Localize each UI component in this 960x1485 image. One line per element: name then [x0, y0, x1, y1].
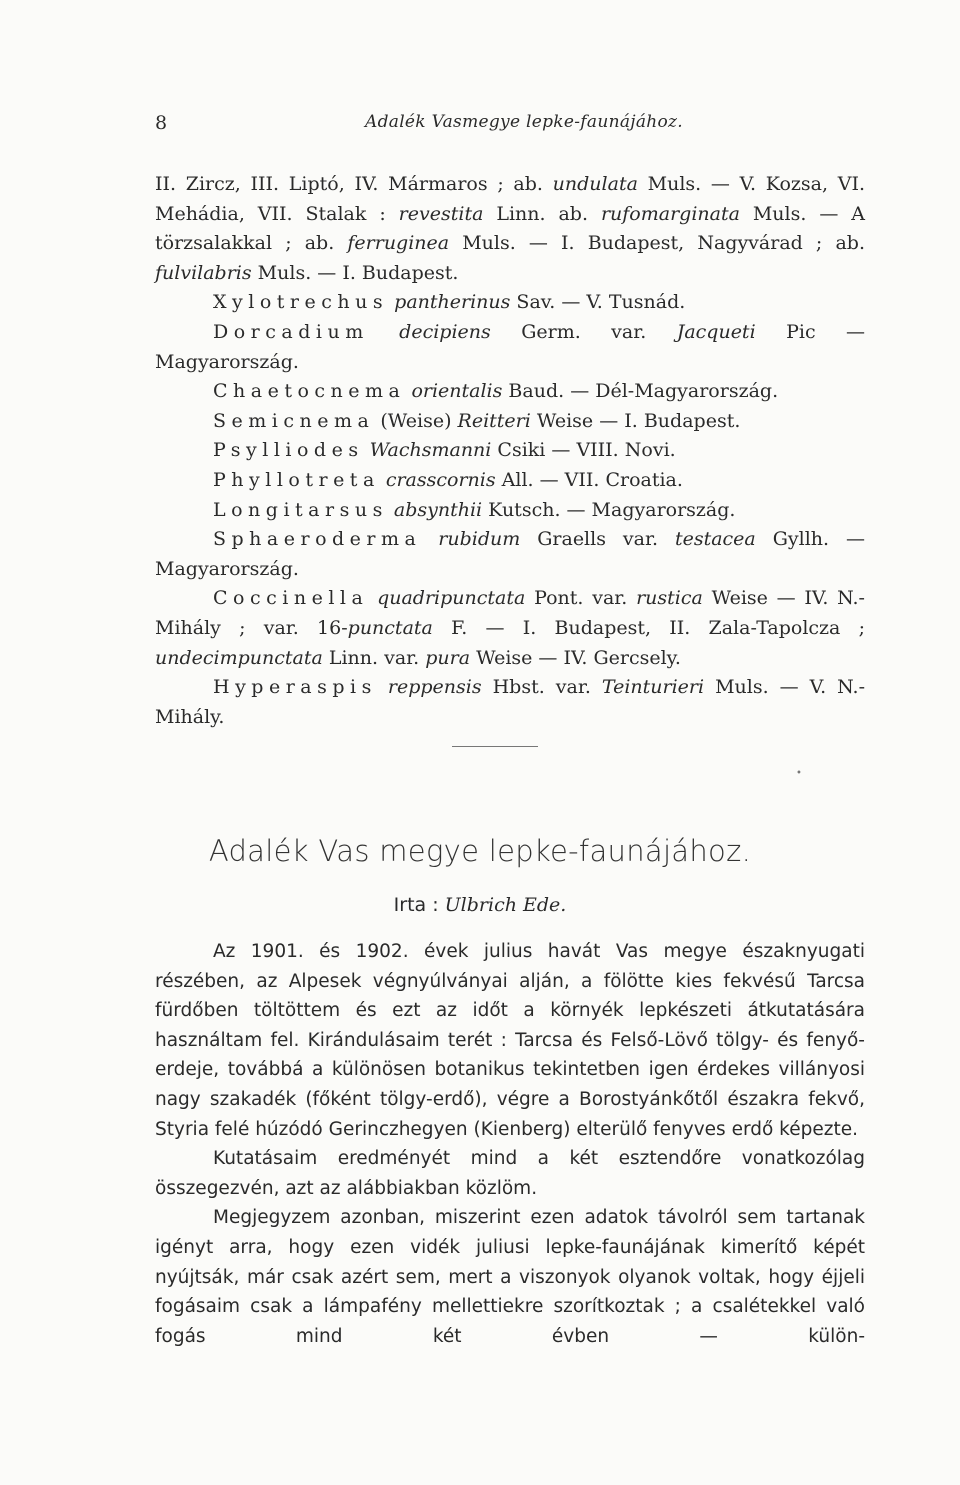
taxon-name: decipiens: [399, 320, 491, 343]
taxon-name: undecimpunctata: [155, 646, 323, 669]
article-author: [0, 894, 960, 916]
species-entry: [155, 318, 865, 377]
taxon-name: punctata: [347, 616, 433, 639]
taxon-name: reppensis: [387, 676, 482, 699]
body-paragraph: Kutatásaim eredményét mind a két esztendőre vonatkozólag összegezvén, azt az alábbiakban közlöm.: [155, 1148, 865, 1199]
entry-text: Weise — IV. N.-Mihály ; var. 16-: [155, 587, 865, 639]
entry-text: F. — I. Budapest, II. Zala-Tapolcza ;: [432, 616, 866, 639]
genus-name: Longitarsus: [213, 498, 388, 521]
taxon-name: Jacqueti: [676, 320, 756, 343]
print-speck: •: [796, 768, 802, 779]
genus-name: Coccinella: [213, 587, 369, 610]
species-entry: [155, 288, 865, 318]
entry-text: Muls. — A törzsalakkal ; ab.: [155, 202, 865, 255]
entry-text: Muls. — V. N.-Mihály.: [155, 676, 865, 728]
running-title: Adalék Vasmegye lepke-faunájához.: [365, 112, 683, 132]
taxon-name: testacea: [674, 528, 756, 551]
taxon-name: pura: [425, 646, 471, 669]
taxon-name: crasscornis: [385, 468, 496, 491]
species-entry: [155, 525, 865, 584]
entry-text: Sav. — V. Tusnád.: [510, 291, 686, 314]
species-entry: [155, 407, 865, 437]
taxon-name: revestita: [398, 202, 484, 225]
taxon-name: Reitteri: [457, 409, 531, 432]
entry-text: Graells var.: [520, 528, 675, 551]
genus-name: Dorcadium: [213, 320, 369, 343]
genus-name: Xylotrechus: [213, 291, 389, 314]
genus-name: Psylliodes: [213, 439, 364, 462]
entry-text: Weise — I. Budapest.: [530, 409, 741, 432]
genus-name: Phyllotreta: [213, 468, 380, 491]
article-title: Adalék Vas megye lepke-faunájához.: [208, 834, 752, 868]
genus-name: Chaetocnema: [213, 380, 406, 403]
species-entry: [155, 496, 865, 526]
author-prefix: Irta :: [393, 894, 439, 916]
entry-text: Gyllh. — Magyarország.: [155, 528, 865, 580]
genus-name: Hyperaspis: [213, 676, 377, 699]
entry-text: [421, 528, 438, 550]
body-paragraph: Megjegyzem azonban, miszerint ezen adatok távolról sem tartanak igényt arra, hogy ezen vidék juliusi lepke-faunájának kimerítő képét nyújtsák, már csak azért sem, mert a viszonyok olyanok voltak, hogy éjjeli fogásaim csak a lámpafény mellettiekre szorítkoztak ; a csalétekkel való fogás mind két évben — külön-: [155, 1207, 865, 1347]
taxon-name: quadripunctata: [377, 587, 526, 610]
taxon-name: Wachsmanni: [369, 439, 492, 462]
entry-text: [377, 676, 388, 698]
taxon-name: undulata: [552, 173, 638, 195]
entry-text: Weise — IV. Gercsely.: [470, 646, 681, 669]
taxon-name: ferruginea: [347, 232, 450, 255]
taxon-name: rubidum: [438, 528, 521, 551]
entry-text: [369, 321, 399, 343]
author-name: Ulbrich Ede.: [444, 894, 567, 916]
entry-text: Pic — Magyarország.: [155, 320, 866, 373]
entry-text: Hbst. var.: [481, 676, 602, 699]
entry-text: Muls. — I. Budapest, Nagyvárad ; ab.: [449, 232, 865, 255]
entry-text: Linn. ab.: [483, 202, 601, 225]
entry-text: Linn. var.: [322, 646, 426, 669]
page-number: 8: [155, 112, 168, 134]
page-header: [155, 112, 865, 142]
entry-text: Baud. — Dél-Magyarország.: [502, 380, 779, 403]
entry-text: Pont. var.: [525, 587, 637, 610]
species-entry: [155, 466, 865, 496]
entry-text: Kutsch. — Magyarország.: [482, 498, 736, 521]
body-paragraph: Az 1901. és 1902. évek julius havát Vas megye északnyugati részében, az Alpesek végnyúlványai alján, a fölötte kies fekvésű Tarcsa fürdőben töltöttem és ezt az időt a környék lepkészeti átkutatására használtam fel. Kirándulásaim terét : Tarcsa és Felső-Lövő tölgy- és fenyő-erdeje, továbbá a különösen botanikus tekintetben igen érdekes villányosi nagy szakadék (főként tölgy-erdő), végre a Borostyánkőtől északra fekvő, Styria felé húzódó Gerinczhegyen (Kienberg) elterülő fenyves erdő képezte.: [155, 941, 865, 1140]
entry-text: All. — VII. Croatia.: [495, 468, 683, 491]
species-entry: [155, 170, 865, 288]
entry-text: (Weise): [374, 409, 458, 432]
taxon-name: pantherinus: [394, 291, 511, 314]
species-entry: [155, 584, 865, 673]
entry-text: Muls. — V. Kozsa, VI. Mehádia, VII. Stalak :: [155, 173, 865, 225]
genus-name: Semicnema: [213, 409, 375, 432]
entry-text: Muls. — I. Budapest.: [251, 261, 459, 284]
entry-text: [368, 587, 377, 609]
species-entry: [155, 436, 865, 466]
taxon-name: fulvilabris: [155, 261, 252, 284]
article-body: [155, 937, 865, 1351]
entry-text: Germ. var.: [490, 320, 677, 343]
taxon-name: rufomarginata: [600, 202, 740, 225]
entry-text: Csiki — VIII. Novi.: [491, 439, 676, 462]
species-entry: [155, 377, 865, 407]
genus-name: Sphaeroderma: [213, 528, 422, 551]
section-divider: [452, 746, 538, 747]
taxon-name: orientalis: [411, 380, 503, 403]
species-list: [155, 170, 865, 732]
taxon-name: rustica: [636, 587, 703, 610]
entry-text: II. Zircz, III. Liptó, IV. Mármaros ; ab.: [155, 173, 553, 195]
taxon-name: Teinturieri: [601, 676, 705, 699]
taxon-name: absynthii: [393, 498, 483, 521]
species-entry: [155, 673, 865, 732]
